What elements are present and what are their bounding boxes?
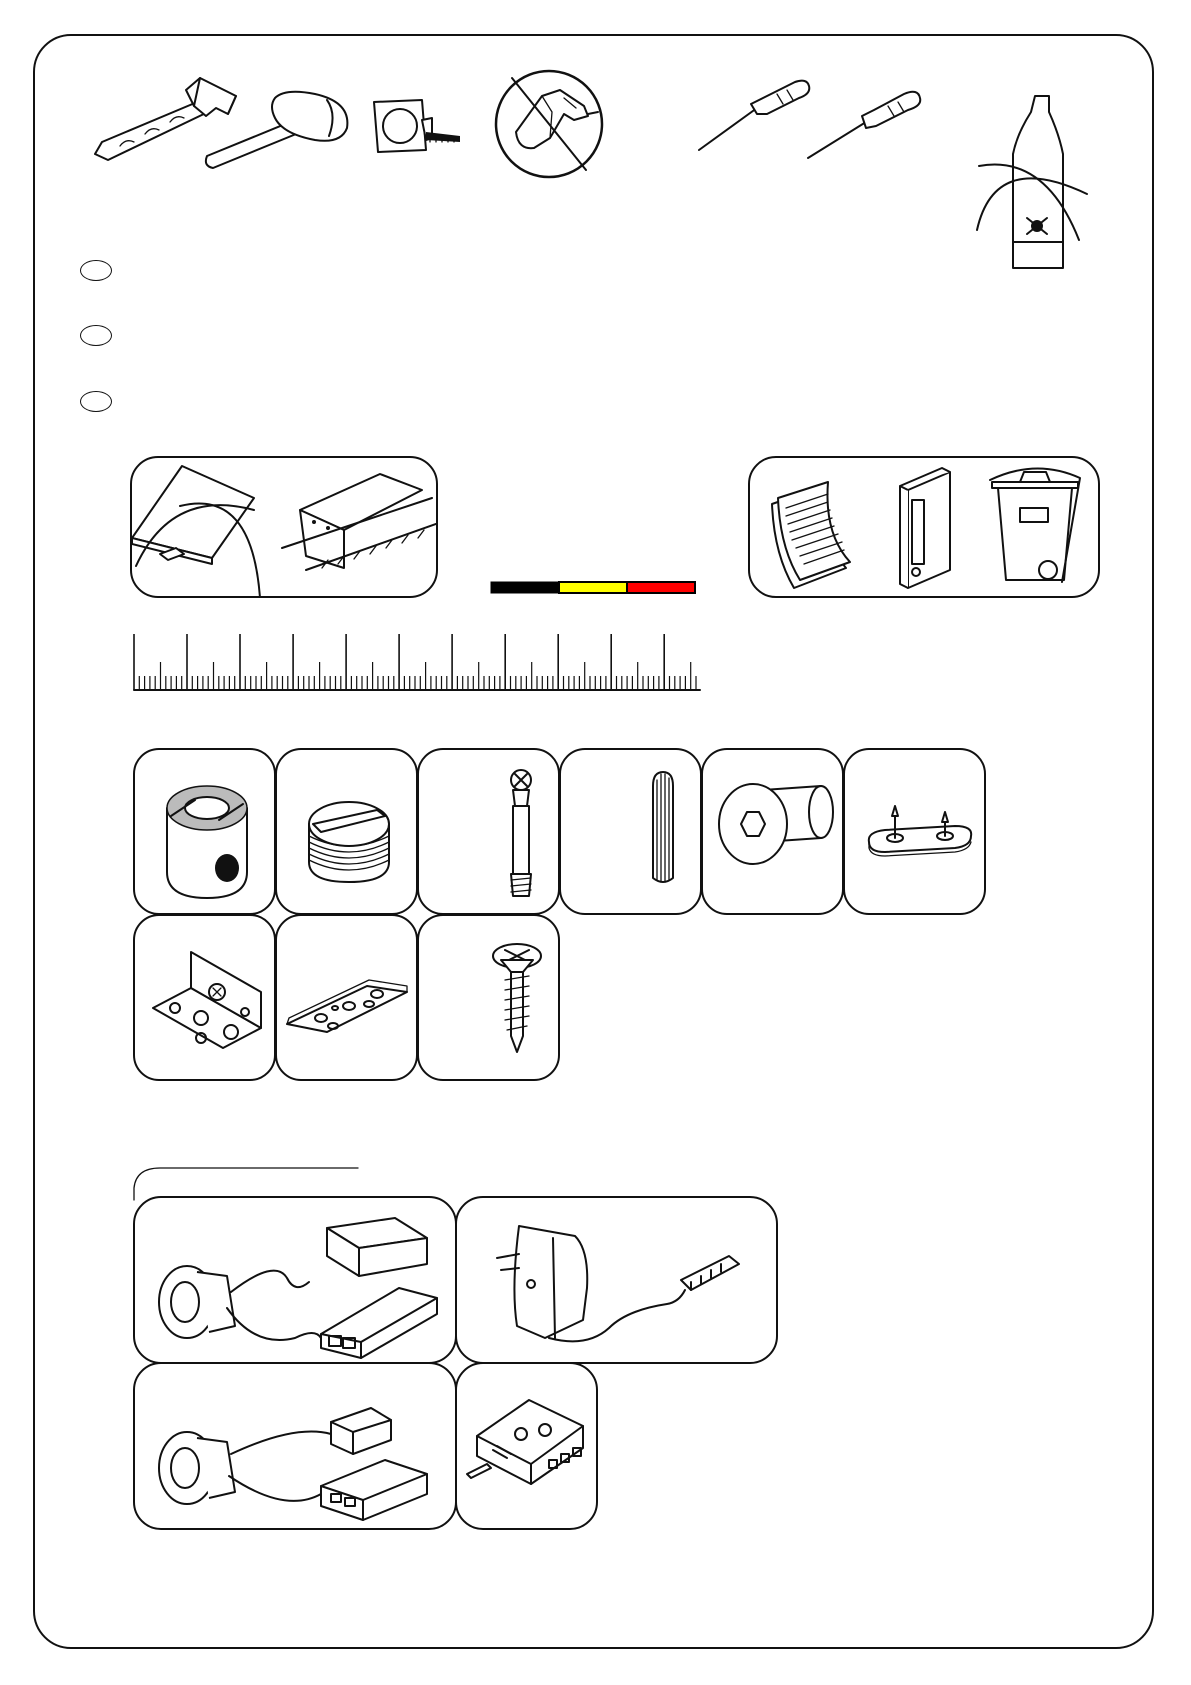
language-marker-1 [80, 260, 112, 281]
wooden-dowel-icon [561, 750, 704, 917]
part-tile-wooden-dowel [559, 748, 702, 915]
double-nail-glide-icon [845, 750, 988, 917]
part-tile-power-adapter-plug [455, 1196, 778, 1364]
cam-lock-nut-icon [135, 750, 278, 917]
recycling-bin-icon [990, 468, 1080, 582]
part-tile-connecting-plate [275, 914, 418, 1081]
flag-black-yellow-red-icon [490, 581, 696, 595]
threaded-insert-icon [277, 750, 420, 917]
part-tile-hex-sleeve-nut [701, 748, 844, 915]
language-marker-3 [80, 391, 112, 412]
wood-screw-icon [419, 916, 562, 1083]
binder-folder-icon [900, 468, 950, 588]
no-solvent-bottle-icon [975, 94, 1095, 274]
distribution-box-icon [457, 1364, 600, 1532]
angle-bracket-icon [135, 916, 278, 1083]
protect-floor-icon [132, 458, 438, 598]
part-tile-wood-screw [417, 914, 560, 1081]
no-power-drill-icon [494, 68, 604, 180]
hex-sleeve-nut-icon [703, 750, 846, 917]
power-adapter-plug-icon [457, 1198, 780, 1366]
phillips-screwdriver-icon [695, 78, 815, 158]
part-tile-threaded-insert [275, 748, 418, 915]
connecting-plate-icon [277, 916, 420, 1083]
part-tile-led-spotlight-with-connectors [133, 1196, 457, 1364]
language-marker-2 [80, 325, 112, 346]
rubber-mallet-icon [205, 88, 355, 173]
protect-floor-panel [130, 456, 438, 598]
led-spotlight-with-connectors-icon [135, 1198, 459, 1366]
part-tile-cam-lock-nut [133, 748, 276, 915]
led-spotlight-cable-icon [135, 1364, 459, 1532]
flat-screwdriver-icon [804, 88, 924, 168]
keep-instructions-panel [748, 456, 1100, 598]
part-tile-connector-bolt [417, 748, 560, 915]
connector-bolt-icon [419, 750, 562, 917]
part-tile-distribution-box [455, 1362, 598, 1530]
part-tile-double-nail-glide [843, 748, 986, 915]
ruler-scale-icon [132, 632, 702, 694]
instruction-sheets-icon [772, 482, 850, 588]
part-tile-angle-bracket [133, 914, 276, 1081]
tape-measure-icon [370, 96, 460, 158]
part-tile-led-spotlight-cable [133, 1362, 457, 1530]
